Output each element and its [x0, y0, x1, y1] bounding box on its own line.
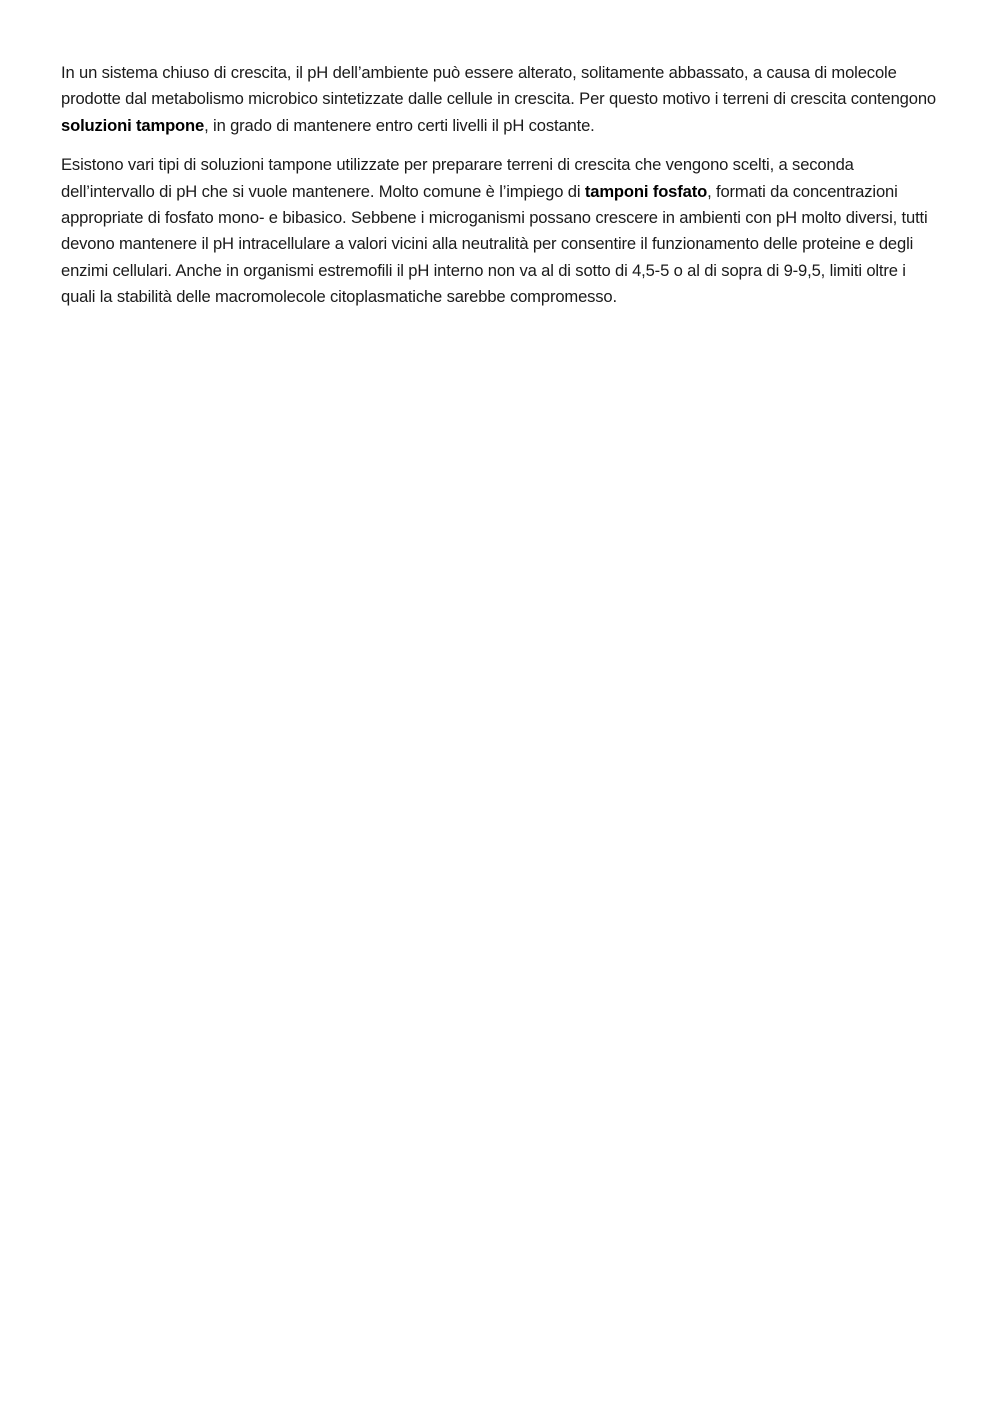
- paragraph-2-bold-term: tamponi fosfato: [584, 181, 708, 201]
- paragraph-1-bold-term: soluzioni tampone: [61, 115, 205, 135]
- paragraph-1-text-end: , in grado di mantenere entro certi livelli il pH costante.: [204, 115, 595, 135]
- document-body: [61, 60, 941, 324]
- paragraph-2-text-start: Esistono vari tipi di soluzioni tampone utilizzate per preparare terreni di crescita che vengono scelti, a seconda dell’intervallo di pH che si vuole mantenere. Molto comune è l’impiego di: [61, 155, 854, 201]
- paragraph-1-text-start: In un sistema chiuso di crescita, il pH dell’ambiente può essere alterato, solitamente abbassato, a causa di molecole prodotte dal metabolismo microbico sintetizzate dalle cellule in crescita. Per questo motivo i terreni di crescita contengono: [61, 63, 936, 109]
- paragraph-2-text-end: , formati da concentrazioni appropriate di fosfato mono- e bibasico. Sebbene i microganismi possano crescere in ambienti con pH molto diversi, tutti devono mantenere il pH intracellulare a valori vicini alla neutralità per consentire il funzionamento delle proteine e degli enzimi cellulari. Anche in organismi estremofili il pH interno non va al di sotto di 4,5-5 o al di sopra di 9-9,5, limiti oltre i quali la stabilità delle macromolecole citoplasmatiche sarebbe compromesso.: [61, 181, 928, 307]
- paragraph-2: [61, 152, 941, 310]
- paragraph-1: [61, 60, 941, 139]
